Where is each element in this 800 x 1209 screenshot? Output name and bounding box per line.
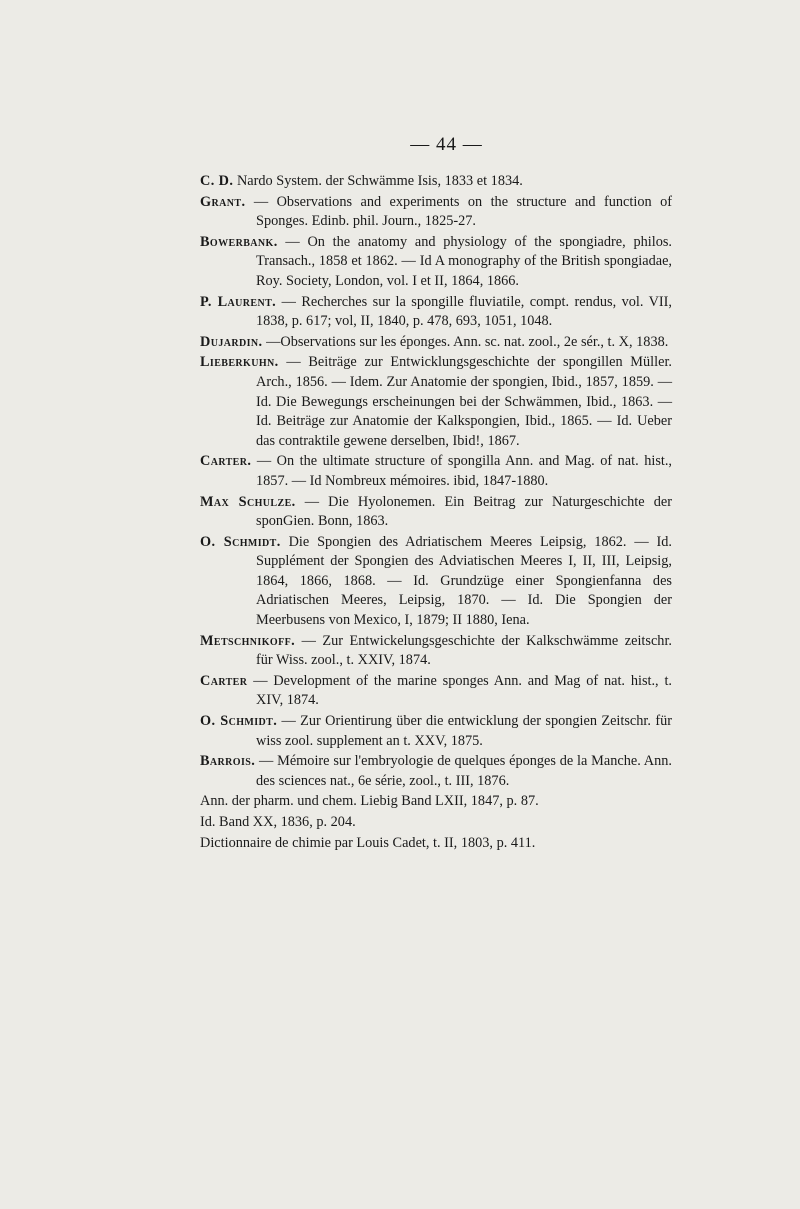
entry-text: — Zur Orientirung über die entwicklung der spongien Zeitschr. für wiss zool. supplement an t. XXV, 1875. [256, 713, 672, 749]
entry-text: — Mémoire sur l'embryologie de quelques éponges de la Manche. Ann. des sciences nat., 6e série, zool., t. III, 1876. [255, 753, 672, 789]
entry-text: — Recherches sur la spongille fluviatile, compt. rendus, vol. VII, 1838, p. 617; vol, II, 1840, p. 478, 693, 1051, 1048. [256, 293, 673, 330]
entry-text: — Die Hyolonemen. Ein Beitrag zur Naturgeschichte der sponGien. Bonn, 1863. [256, 493, 672, 530]
entry-author: Carter. [200, 453, 252, 470]
entry-text: Dictionnaire de chimie par Louis Cadet, t. II, 1803, p. 411. [200, 834, 536, 851]
entry-author: Dujardin. [200, 333, 263, 350]
bibliography-entry [200, 533, 672, 631]
entry-text: Die Spongien des Adriatischem Meeres Leipsig, 1862. — Id. Supplément der Spongien des Adviatischen Meeres I, II, III, Leipsig, 1864, 1866, 1868. — Id. Grundzüge einer Spongienfanna des Adriatischen Meeres, Leipsig, 1870. — Id. Die Spongien der Meerbusens von Mexico, I, 1879; II 1880, Iena. [256, 533, 672, 629]
bibliography-entry [200, 672, 672, 711]
bibliography-entry [200, 333, 672, 353]
entry-text: — Zur Entwickelungsgeschichte der Kalkschwämme zeitschr. für Wiss. zool., t. XXIV, 1874. [256, 632, 672, 669]
entry-author: Max Schulze. [200, 493, 296, 510]
page-number: — 44 — [410, 134, 483, 155]
entry-text: Id. Band XX, 1836, p. 204. [200, 814, 356, 830]
entry-author: O. Schmidt. [200, 533, 281, 550]
entry-text: Ann. der pharm. und chem. Liebig Band LXII, 1847, p. 87. [200, 793, 539, 810]
entry-text: —Observations sur les éponges. Ann. sc. nat. zool., 2e sér., t. X, 1838. [262, 333, 669, 350]
bibliography-entry [200, 293, 672, 332]
entry-author: Barrois. [200, 753, 256, 770]
bibliography-entry [200, 233, 672, 292]
entry-text: — Beiträge zur Entwicklungsgeschichte der spongillen Müller. Arch., 1856. — Idem. Zur Anatomie der spongien, Ibid., 1857, 1859. — Id. Die Bewegungs erscheinungen bei der Schwämmen, Ibid., 1863. — Id. Beiträge zur Anatomie der Kalkspongien, Ibid., 1865. — Id. Ueber das contraktile gewene derselben, Ibid!, 1867. [256, 354, 672, 449]
entry-text: — On the anatomy and physiology of the spongiadre, philos. Transach., 1858 et 1862. — Id A monography of the British spongiadae, Roy. Society, London, vol. I et II, 1864, 1866. [256, 233, 672, 289]
entry-author: C. D. [200, 173, 234, 189]
bibliography-entry [200, 712, 672, 751]
bibliography-entry [200, 193, 672, 232]
entry-author: Bowerbank. [200, 233, 278, 250]
bibliography-entry [200, 172, 672, 192]
bibliography-entry [200, 452, 672, 491]
entry-author: O. Schmidt. [200, 713, 278, 730]
entry-author: P. Laurent. [200, 293, 277, 310]
bibliography-entry [200, 813, 672, 833]
entry-author: Metschnikoff. [200, 632, 296, 649]
entry-author: Lieberkuhn. [200, 354, 279, 371]
bibliography-entry [200, 493, 672, 532]
entry-text: — On the ultimate structure of spongilla Ann. and Mag. of nat. hist., 1857. — Id Nombreux mémoires. ibid, 1847-1880. [251, 453, 672, 489]
entry-text: — Development of the marine sponges Ann. and Mag of nat. hist., t. XIV, 1874. [247, 672, 672, 709]
bibliography-entry [200, 353, 672, 451]
entry-author: Grant. [200, 193, 246, 210]
entry-author: Carter [200, 672, 248, 689]
bibliography-entry [200, 834, 672, 854]
bibliography-entry [200, 792, 672, 812]
entry-text: Nardo System. der Schwämme Isis, 1833 et 1834. [233, 173, 523, 189]
bibliography-entry [200, 752, 672, 791]
bibliography-entry [200, 632, 672, 671]
entry-text: — Observations and experiments on the structure and function of Sponges. Edinb. phil. Journ., 1825-27. [245, 193, 672, 230]
bibliography-list [200, 172, 672, 854]
